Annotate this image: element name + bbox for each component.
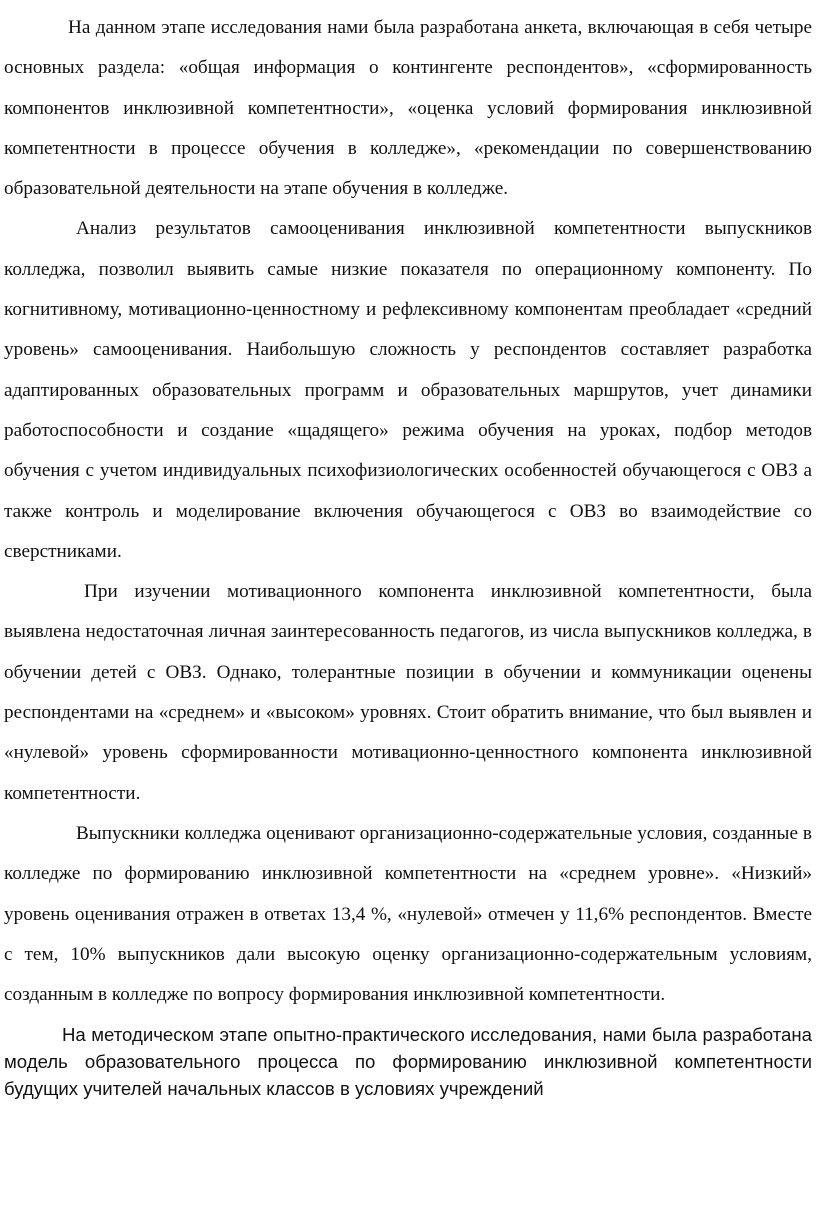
paragraph-self-assessment-analysis: Анализ результатов самооценивания инклюзивной компетентности выпускников колледжа, позволил выявить самые низкие показателя по операционному компоненту. По когнитивному, мотивационно-ценностному и рефлексивному компонентам преобладает «средний уровень» самооценивания. Наибольшую сложность у респондентов составляет разработка адаптированных образовательных программ и образовательных маршрутов, учет динамики работоспособности и создание «щадящего» режима обучения на уроках, подбор методов обучения с учетом индивидуальных психофизиологических особенностей обучающегося с ОВЗ а также контроль и моделирование включения обучающегося с ОВЗ во взаимодействие со сверстниками. — [4, 218, 812, 562]
paragraph-motivational-component: При изучении мотивационного компонента инклюзивной компетентности, была выявлена недостаточная личная заинтересованность педагогов, из числа выпускников колледжа, в обучении детей с ОВЗ. Однако, толерантные позиции в обучении и коммуникации оценены респондентами на «среднем» и «высоком» уровнях. Стоит обратить внимание, что был выявлен и «нулевой» уровень сформированности мотивационно-ценностного компонента инклюзивной компетентности. — [4, 581, 812, 804]
paragraph-questionnaire: На данном этапе исследования нами была разработана анкета, включающая в себя четыре основных раздела: «общая информация о контингенте респондентов», «сформированность компонентов инклюзивной компетентности», «оценка условий формирования инклюзивной компетентности в процессе обучения в колледже», «рекомендации по совершенствованию образовательной деятельности на этапе обучения в колледже. — [4, 17, 812, 200]
paragraph-organizational-conditions: Выпускники колледжа оценивают организационно-содержательные условия, созданные в колледже по формированию инклюзивной компетентности на «среднем уровне». «Низкий» уровень оценивания отражен в ответах 13,4 %, «нулевой» отмечен у 11,6% респондентов. Вместе с тем, 10% выпускников дали высокую оценку организационно-содержательным условиям, созданным в колледже по вопросу формирования инклюзивной компетентности. — [4, 822, 812, 1006]
paragraph-methodological-stage: На методическом этапе опытно-практического исследования, нами была разработана модель образовательного процесса по формированию инклюзивной компетентности будущих учителей начальных классов в условиях учреждений — [4, 1024, 812, 1100]
